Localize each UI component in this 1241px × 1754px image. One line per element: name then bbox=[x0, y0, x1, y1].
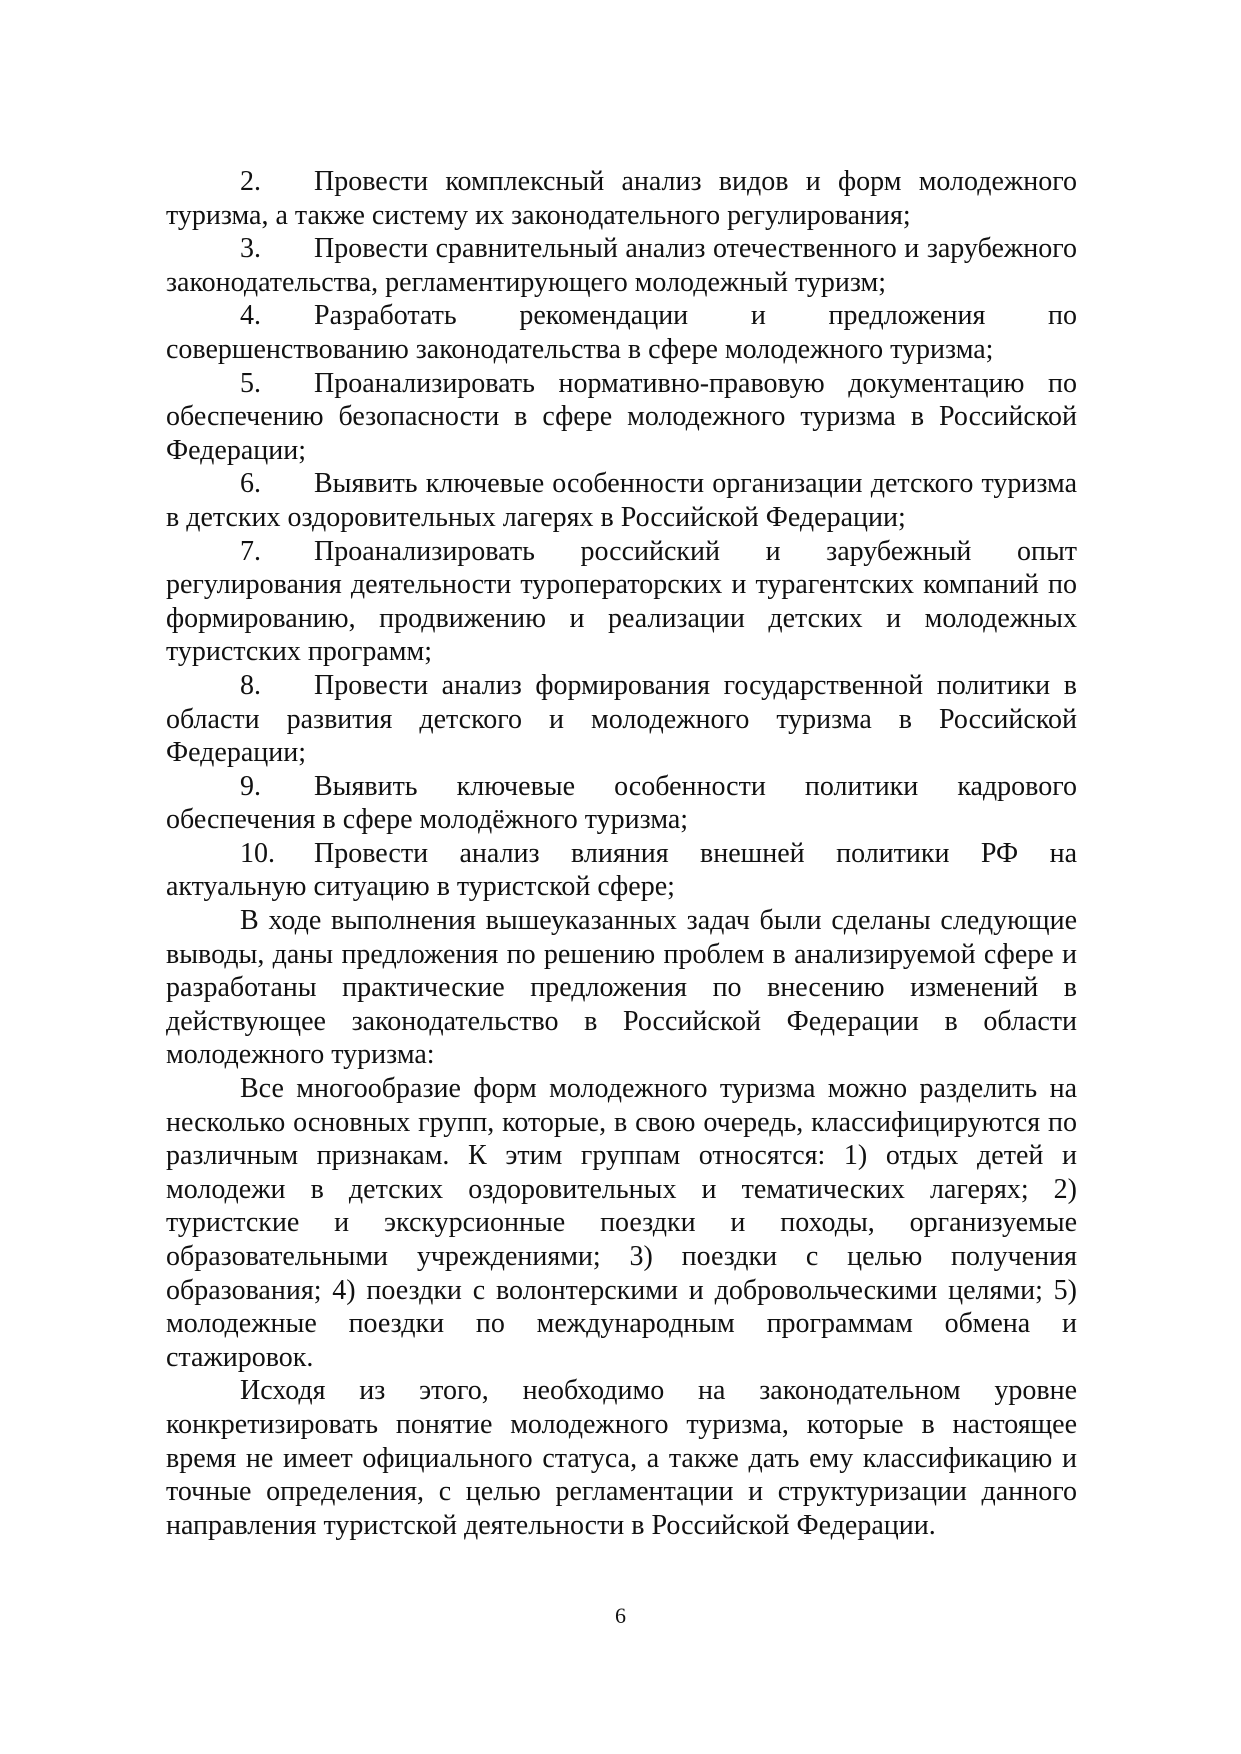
list-item bbox=[166, 232, 1077, 299]
list-item bbox=[166, 299, 1077, 366]
list-item-number: 4. bbox=[240, 300, 261, 332]
list-item-number: 7. bbox=[240, 535, 261, 567]
page-body bbox=[166, 165, 1077, 1542]
page-number: 6 bbox=[615, 1603, 626, 1628]
list-item-text: Выявить ключевые особенности организации детского туризма в детских оздоровительных лагерях в Российской Федерации; bbox=[166, 468, 1077, 533]
list-item bbox=[166, 367, 1077, 468]
recommendation-paragraph: Исходя из этого, необходимо на законодательном уровне конкретизировать понятие молодежного туризма, которые в настоящее время не имеет официального статуса, а также дать ему классификацию и точные определения, с целью регламентации и структуризации данного направления туристской деятельности в Российской Федерации. bbox=[166, 1375, 1077, 1541]
list-item-number: 5. bbox=[240, 367, 261, 399]
list-item-number: 8. bbox=[240, 669, 261, 701]
list-item-number: 2. bbox=[240, 166, 261, 197]
list-item-number: 6. bbox=[240, 468, 261, 500]
list-item-text: Провести комплексный анализ видов и форм молодежного туризма, а также систему их законодательного регулирования; bbox=[166, 166, 1077, 231]
tourism-forms-paragraph: Все многообразие форм молодежного туризма можно разделить на несколько основных групп, которые, в свою очередь, классифицируются по различным признакам. К этим группам относятся: 1) отдых детей и молодежи в детских оздоровительных и тематических лагерях; 2) туристские и экскурсионные поездки и походы, организуемые образовательными учреждениями; 3) поездки с целью получения образования; 4) поездки с волонтерскими и добровольческими целями; 5) молодежные поездки по международным программам обмена и стажировок. bbox=[166, 1073, 1077, 1373]
list-item-text: Выявить ключевые особенности политики кадрового обеспечения в сфере молодёжного туризма; bbox=[166, 770, 1077, 836]
list-item bbox=[166, 837, 1077, 904]
list-item bbox=[166, 535, 1077, 669]
list-item-text: Проанализировать российский и зарубежный опыт регулирования деятельности туроператорских и турагентских компаний по формированию, продвижению и реализации детских и молодежных туристских программ; bbox=[166, 535, 1077, 668]
list-item-text: Провести анализ формирования государственной политики в области развития детского и молодежного туризма в Российской Федерации; bbox=[166, 669, 1077, 769]
list-item-text: Проанализировать нормативно-правовую документацию по обеспечению безопасности в сфере молодежного туризма в Российской Федерации; bbox=[166, 367, 1077, 466]
list-item bbox=[166, 770, 1077, 837]
list-item-number: 3. bbox=[240, 233, 261, 265]
list-item-text: Провести анализ влияния внешней политики РФ на актуальную ситуацию в туристской сфере; bbox=[166, 837, 1077, 903]
list-item-number: 10. bbox=[240, 837, 275, 869]
list-item-number: 9. bbox=[240, 770, 261, 802]
list-item bbox=[166, 669, 1077, 770]
list-item bbox=[166, 165, 1077, 232]
list-item-text: Провести сравнительный анализ отечественного и зарубежного законодательства, регламентирующего молодежный туризм; bbox=[166, 233, 1077, 298]
list-item bbox=[166, 467, 1077, 534]
list-item-text: Разработать рекомендации и предложения по совершенствованию законодательства в сфере молодежного туризма; bbox=[166, 300, 1077, 365]
conclusion-intro-paragraph: В ходе выполнения вышеуказанных задач были сделаны следующие выводы, даны предложения по решению проблем в анализируемой сфере и разработаны практические предложения по внесению изменений в действующее законодательство в Российской Федерации в области молодежного туризма: bbox=[166, 905, 1077, 1071]
